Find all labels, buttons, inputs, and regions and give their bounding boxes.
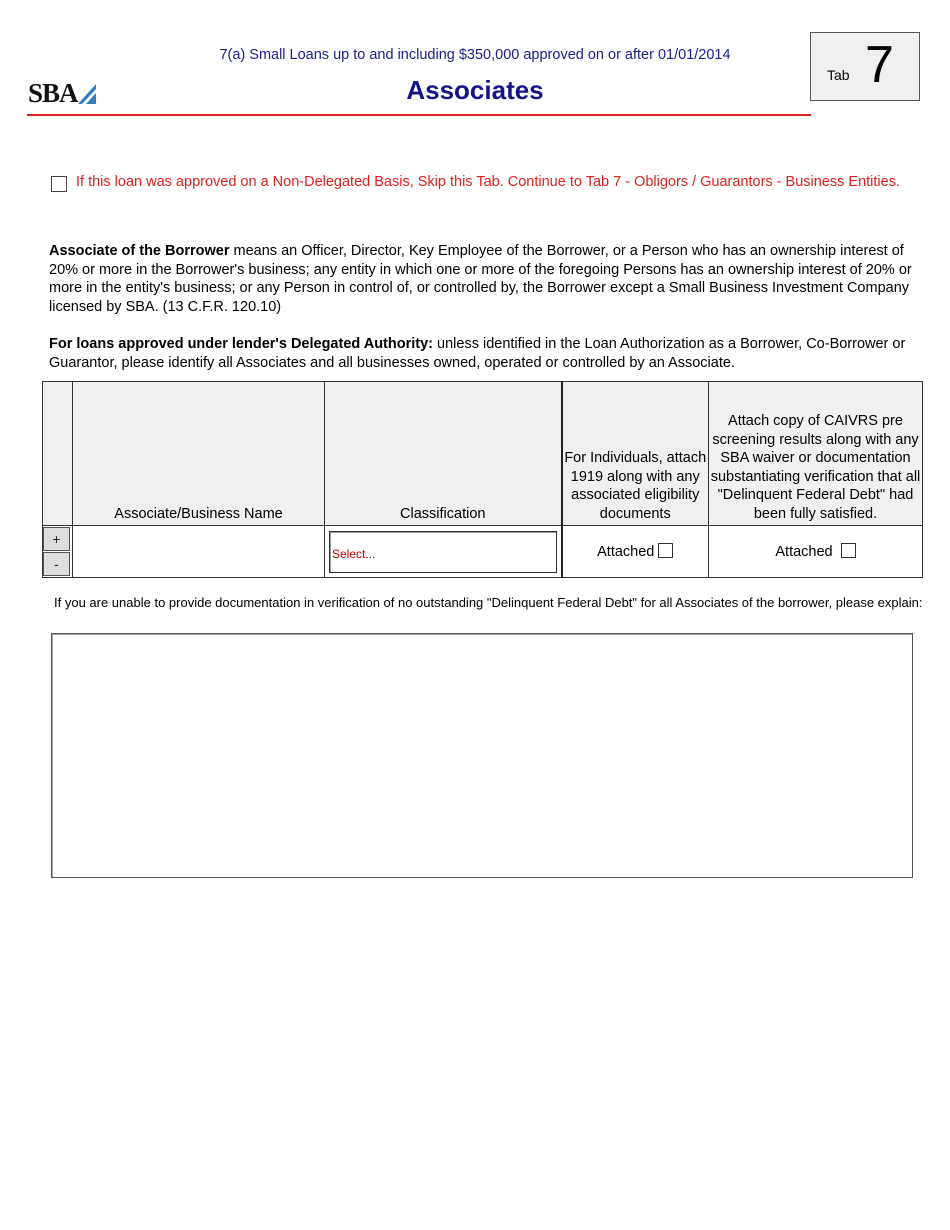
caivrs-attached-cell: [709, 526, 923, 578]
delegated-authority-instruction: [49, 335, 915, 372]
row-controls: [43, 526, 73, 578]
individuals-column-header: For Individuals, attach 1919 along with any associated eligibility documents: [562, 382, 709, 526]
name-column-header: Associate/Business Name: [73, 382, 325, 526]
header-rule: [27, 114, 811, 116]
add-row-button[interactable]: +: [43, 527, 70, 551]
table-row: [43, 526, 923, 578]
tab-indicator: [810, 32, 920, 101]
associate-name-input[interactable]: [73, 526, 325, 578]
definition-term: Associate of the Borrower: [49, 243, 230, 259]
tab-number: 7: [865, 36, 894, 94]
individuals-attached-label: Attached: [597, 544, 655, 560]
caivrs-column-header: Attach copy of CAIVRS pre screening results along with any SBA waiver or documentation substantiating verification that all "Delinquent Federal Debt" had been fully satisfied.: [709, 382, 923, 526]
remove-row-button[interactable]: -: [43, 552, 70, 576]
delegated-term: For loans approved under lender's Delegated Authority:: [49, 336, 433, 352]
row-controls-header: [43, 382, 73, 526]
classification-column-header: Classification: [325, 382, 562, 526]
tab-label: Tab: [827, 67, 850, 83]
page-title: Associates: [406, 75, 544, 105]
definition-text: means an Officer, Director, Key Employee of the Borrower, or a Person who has an ownership interest of 20% or more in the Borrower's business; any entity in which one or more of the foregoing Persons has an ownership interest of 20% or more in the entity's business; or any Person in control of, or controlled by, the Borrower except a Small Business Investment Company licensed by SBA. (13 C.F.R. 120.10): [49, 243, 912, 315]
associates-table: [42, 381, 923, 578]
individuals-attached-cell: [562, 526, 709, 578]
associate-definition: [49, 242, 915, 316]
sba-logo: SBA: [28, 78, 78, 108]
skip-tab-checkbox[interactable]: [51, 176, 67, 192]
delegated-text: unless identified in the Loan Authorization as a Borrower, Co-Borrower or Guarantor, please identify all Associates and all businesses owned, operated or controlled by an Associate.: [49, 336, 906, 371]
classification-select[interactable]: Select...: [329, 531, 557, 573]
form-subtitle: 7(a) Small Loans up to and including $350,000 approved on or after 01/01/2014: [219, 47, 731, 63]
classification-cell: [325, 526, 562, 578]
caivrs-attached-checkbox[interactable]: [841, 543, 856, 558]
explanation-label: If you are unable to provide documentation in verification of no outstanding "Delinquent Federal Debt" for all Associates of the borrower, please explain:: [54, 595, 923, 610]
skip-tab-notice: If this loan was approved on a Non-Delegated Basis, Skip this Tab. Continue to Tab 7 - Obligors / Guarantors - Business Entities.: [76, 174, 900, 190]
explanation-textarea[interactable]: [51, 633, 913, 878]
caivrs-attached-label: Attached: [775, 544, 833, 560]
individuals-attached-checkbox[interactable]: [658, 543, 673, 558]
table-header-row: [43, 382, 923, 526]
